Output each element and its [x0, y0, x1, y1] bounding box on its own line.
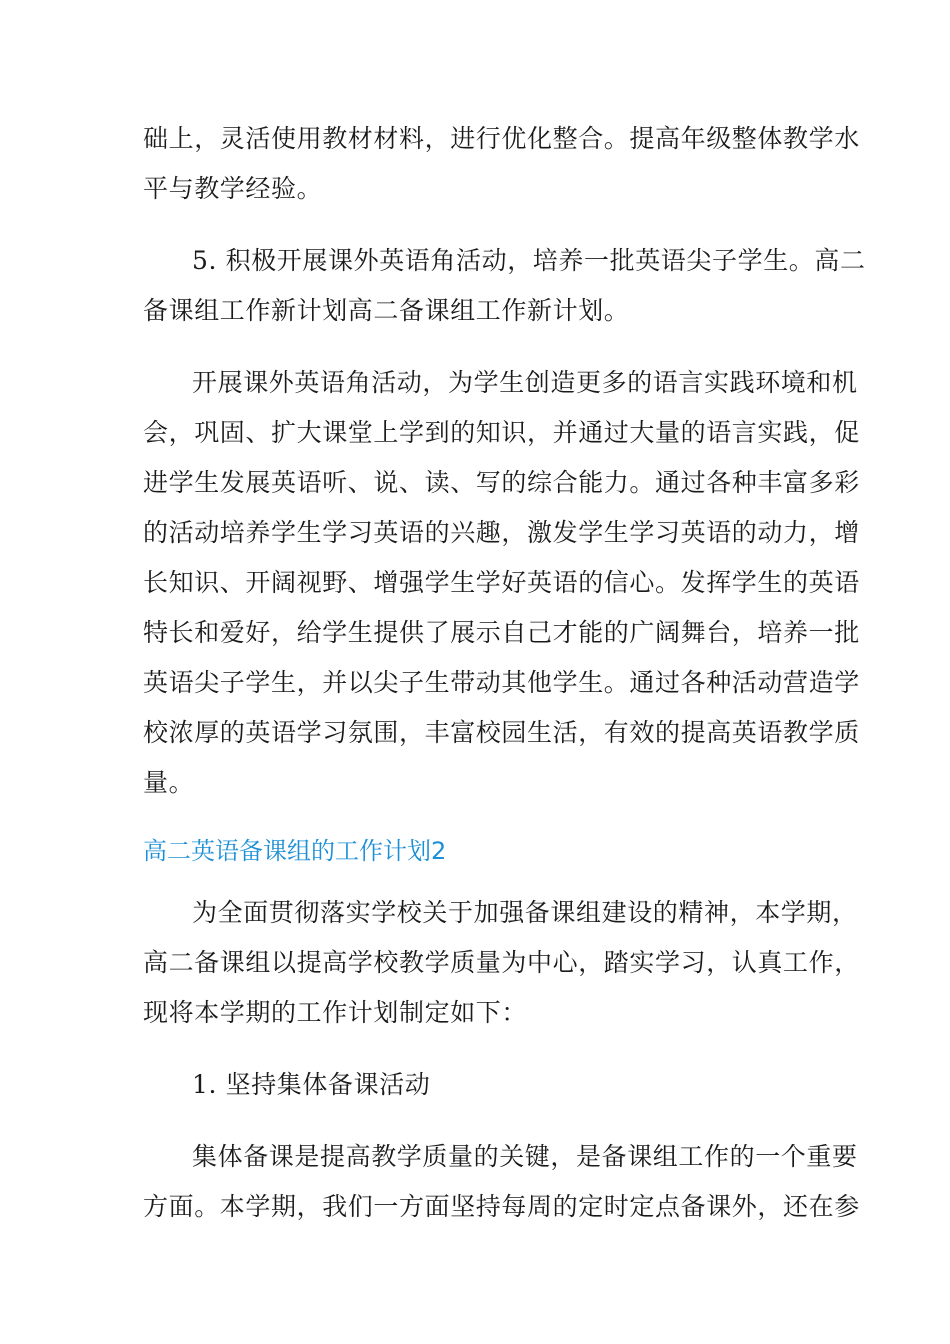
paragraph-2-line-2: 备课组工作新计划高二备课组工作新计划。 [143, 296, 630, 325]
paragraph-4-line-2: 高二备课组以提高学校教学质量为中心，踏实学习，认真工作， [143, 948, 860, 977]
paragraph-6-line-2: 方面。本学期，我们一方面坚持每周的定时定点备课外，还在参 [143, 1192, 860, 1221]
paragraph-1-line-1: 础上，灵活使用教材材料，进行优化整合。提高年级整体教学水 [143, 124, 860, 153]
section-heading: 高二英语备课组的工作计划2 [143, 837, 447, 865]
list-item-1: 1. 坚持集体备课活动 [192, 1070, 431, 1099]
paragraph-3-line-4: 的活动培养学生学习英语的兴趣，激发学生学习英语的动力，增 [143, 518, 860, 547]
paragraph-3-line-5: 长知识、开阔视野、增强学生学好英语的信心。发挥学生的英语 [143, 568, 860, 597]
paragraph-3-line-1: 开展课外英语角活动，为学生创造更多的语言实践环境和机 [192, 368, 858, 397]
paragraph-3-line-3: 进学生发展英语听、说、读、写的综合能力。通过各种丰富多彩 [143, 468, 860, 497]
paragraph-3-line-9: 量。 [143, 768, 195, 797]
paragraph-2-line-1: 5. 积极开展课外英语角活动，培养一批英语尖子学生。高二 [192, 246, 866, 275]
paragraph-3-line-6: 特长和爱好，给学生提供了展示自己才能的广阔舞台，培养一批 [143, 618, 860, 647]
paragraph-3-line-2: 会，巩固、扩大课堂上学到的知识，并通过大量的语言实践，促 [143, 418, 860, 447]
paragraph-4-line-1: 为全面贯彻落实学校关于加强备课组建设的精神，本学期， [192, 898, 858, 927]
paragraph-3-line-7: 英语尖子学生，并以尖子生带动其他学生。通过各种活动营造学 [143, 668, 860, 697]
paragraph-6-line-1: 集体备课是提高教学质量的关键，是备课组工作的一个重要 [192, 1142, 858, 1171]
paragraph-3-line-8: 校浓厚的英语学习氛围，丰富校园生活，有效的提高英语教学质 [143, 718, 860, 747]
paragraph-1-line-2: 平与教学经验。 [143, 174, 323, 203]
paragraph-4-line-3: 现将本学期的工作计划制定如下： [143, 998, 528, 1027]
